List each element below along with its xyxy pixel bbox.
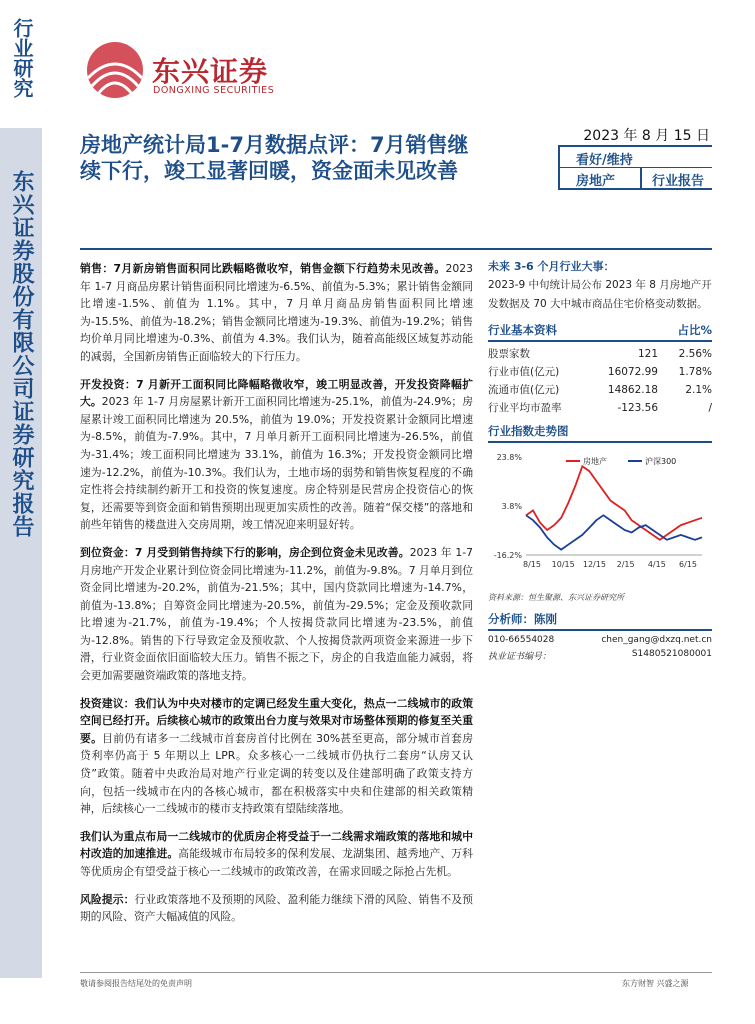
sector-box [558, 167, 712, 190]
risk-text: 行业政策落地不及预期的风险、盈利能力继续下滑的风险、销售不及预期的风险、资产大幅减值的风险。 [80, 892, 474, 924]
basic-info-col: 占比% [677, 323, 712, 337]
paragraph-funding [80, 544, 473, 685]
basic-info-k: 流通市值(亿元) [488, 384, 560, 396]
rating-box [558, 145, 712, 167]
basic-info-row [488, 363, 712, 381]
basic-info-title: 行业基本资料 [488, 323, 557, 337]
header-rule [80, 248, 712, 250]
analyst-phone: 010-66554028 [488, 635, 555, 645]
footer-rule [80, 972, 712, 973]
logo-name-cn: 东兴证券 [152, 55, 269, 88]
sidebar-category [0, 0, 42, 128]
license-number: S1480521080001 [631, 649, 712, 659]
view-heading: 我们认为重点布局一二线城市的优质房企将受益于一二线需求端政策的落地和城中村改造的加速推进。 [80, 829, 473, 861]
report-title: 房地产统计局1-7月数据点评：7月销售继续下行，竣工显著回暖，资金面未见改善 [80, 133, 469, 183]
chart-header [488, 423, 712, 443]
analyst-contact [488, 635, 712, 645]
legend-label: 房地产 [583, 457, 607, 466]
footer-slogan: 东方财智 兴盛之源 [622, 979, 689, 988]
paragraph-view [80, 828, 473, 881]
report-meta [540, 125, 712, 187]
basic-info-v2: / [708, 402, 712, 414]
analyst-license [488, 649, 712, 662]
sidebar [0, 0, 42, 1024]
advice-heading: 投资建议：我们认为中央对楼市的定调已经发生重大变化，热点一二线城市的政策空间已经打开。后续核心城市的政策出台力度与效果对市场整体预期的修复至关重要。 [80, 696, 473, 745]
y-tick-label: 3.8% [501, 502, 522, 511]
basic-info-table [488, 345, 712, 417]
sector-text: 房地产 [576, 174, 616, 189]
chart-title: 行业指数走势图 [488, 424, 569, 438]
events-text: 2023-9 中旬统计局公布 2023 年 8 月房地产开发数据及 70 大中城市商品住宅价格变动数据。 [488, 279, 712, 310]
x-tick-label: 6/15 [679, 560, 697, 569]
chart-source: 资料来源：恒生聚源、东兴证券研究所 [488, 593, 624, 602]
paragraph-advice [80, 695, 473, 818]
basic-info-v2: 2.56% [678, 348, 712, 360]
sidebar-firm [0, 128, 42, 978]
paragraph-investment [80, 376, 473, 534]
series-line-0 [526, 466, 702, 540]
funding-text: 2023 年 1-7 月房地产开发企业累计到位资金同比增速为-11.2%，前值为-9.8%。7 月单月到位资金同比增速为-20.2%，前值为-21.5%；其中，国内贷款同比增速为-14.7%，前值为-13.8%；自筹资金同比增速为-20.5%，前值为-29.5%；定金及预收款同比增速为-21.7%，前值为-19.4%；个人按揭贷款同比增速为-23.5%，前值为-12.8%。销售的下行导致定金及预收款、个人按揭贷款两项资金来源进一步下滑，行业资金面依旧面临较大压力。销售不振之下，房企的自我造血能力减弱，将会更加需要融资端政策的落地支持。 [80, 545, 473, 683]
sales-heading: 销售：7月新房销售面积同比跌幅略微收窄，销售金额下行趋势未见改善。 [80, 262, 446, 275]
basic-info-header [488, 322, 712, 342]
basic-info-v2: 2.1% [685, 384, 712, 396]
basic-info-row [488, 345, 712, 363]
events-title: 未来 3-6 个月行业大事： [488, 260, 615, 273]
x-tick-label: 4/15 [647, 560, 666, 569]
x-tick-label: 8/15 [523, 560, 541, 569]
x-tick-label: 10/15 [551, 560, 575, 569]
company-logo-icon [80, 40, 150, 100]
view-text: 高能级城市布局较多的保利发展、龙湖集团、越秀地产、万科等优质房企有望受益于核心一二线城市的政策改善，在需求回暖之际抢占先机。 [80, 847, 473, 878]
right-column [488, 258, 712, 662]
analyst-email[interactable]: chen_gang@dxzq.net.cn [601, 635, 712, 645]
basic-info-k: 行业市值(亿元) [488, 366, 560, 378]
rating-text: 看好/维持 [576, 153, 633, 168]
basic-info-row [488, 381, 712, 399]
license-label: 执业证书编号： [488, 652, 552, 662]
sector-divider [640, 168, 642, 188]
footer-disclaimer[interactable]: 敬请参阅报告结尾处的免责声明 [80, 979, 192, 988]
risk-heading: 风险提示： [80, 892, 135, 906]
analyst-header [488, 611, 712, 631]
series-line-1 [526, 515, 702, 549]
x-tick-label: 12/15 [582, 560, 606, 569]
analyst-title: 分析师：陈刚 [488, 612, 557, 626]
investment-text: 2023 年 1-7 月房屋累计新开工面积同比增速为-25.1%，前值为-24.9%；房屋累计竣工面积同比增速为 20.5%，前值为 19.0%；开发投资累计金额同比增速为-8.5%，前值为-7.9%。其中，7 月单月新开工面积同比增速为-26.5%，前值为-31.4%；竣工面积同比增速为 33.1%，前值为 16.3%；开发投资金额同比增速为-12.2%，前值为-10.3%。我们认为，土地市场的弱势和销售恢复程度的不确定性将会持续制约新开工和投资的恢复速度。房企特别是民营房企投资信心的恢复，还需要等到资金面和销售预期出现更加实质性的改善。随着“保交楼”的落地和前些年销售的楼盘进入交房周期，竣工情况迎来明显好转。 [80, 395, 474, 532]
logo-name-en: DONGXING SECURITIES [153, 85, 275, 96]
sidebar-firm-text: 东兴证券股份有限公司证券研究报告 [9, 170, 34, 538]
basic-info-v1: 16072.99 [607, 366, 658, 378]
basic-info-v1: -123.56 [617, 402, 658, 414]
investment-heading: 开发投资：7 月新开工面积同比降幅略微收窄，竣工明显改善，开发投资降幅扩大。 [80, 377, 473, 409]
report-date: 2023 年 8 月 15 日 [583, 128, 710, 144]
main-body [80, 260, 473, 936]
basic-info-k: 股票家数 [488, 348, 530, 360]
basic-info-row [488, 399, 712, 417]
x-tick-label: 2/15 [616, 560, 635, 569]
paragraph-sales [80, 260, 473, 366]
legend-label: 沪深300 [645, 457, 677, 466]
funding-heading: 到位资金：7 月受到销售持续下行的影响，房企到位资金未见改善。 [80, 545, 410, 559]
advice-text: 目前仍有诸多一二线城市首套房首付比例在 30%甚至更高，部分城市首套房贷利率仍高于 5 年期以上 LPR。众多核心一二线城市仍执行二套房“认房又认贷”政策。随着中央政治局对地产行业定调的转变以及住建部明确了政策支持方向，包括一线城市在内的各核心城市，都在积极落实中央和住建部的相关政策精神，后续核心一二线城市的楼市支持政策有望陆续落地。 [80, 731, 473, 816]
report-type-text: 行业报告 [652, 174, 705, 189]
paragraph-risk [80, 891, 473, 926]
sidebar-category-text: 行业研究 [10, 18, 34, 98]
y-tick-label: -16.2% [493, 551, 522, 560]
y-tick-label: 23.8% [496, 453, 522, 462]
index-trend-chart [488, 447, 712, 587]
basic-info-v1: 121 [637, 348, 658, 360]
basic-info-v2: 1.78% [678, 366, 712, 378]
sales-text: 2023 年 1-7 月商品房累计销售面积同比增速为-6.5%、前值为-5.3%；累计销售金额同比增速-1.5%、前值为 1.1%。其中，7 月单月商品房销售面积同比增速为-15.5%、前值为-18.2%；销售金额同比增速为-19.3%、前值为-19.2%；销售均价单月同比增速为-0.3%、前值为 4.3%。我们认为，随着高能级区域复苏动能的减弱，全国新房销售正面临较大的下行压力。 [80, 262, 473, 363]
basic-info-v1: 14862.18 [607, 384, 658, 396]
basic-info-k: 行业平均市盈率 [488, 402, 562, 414]
